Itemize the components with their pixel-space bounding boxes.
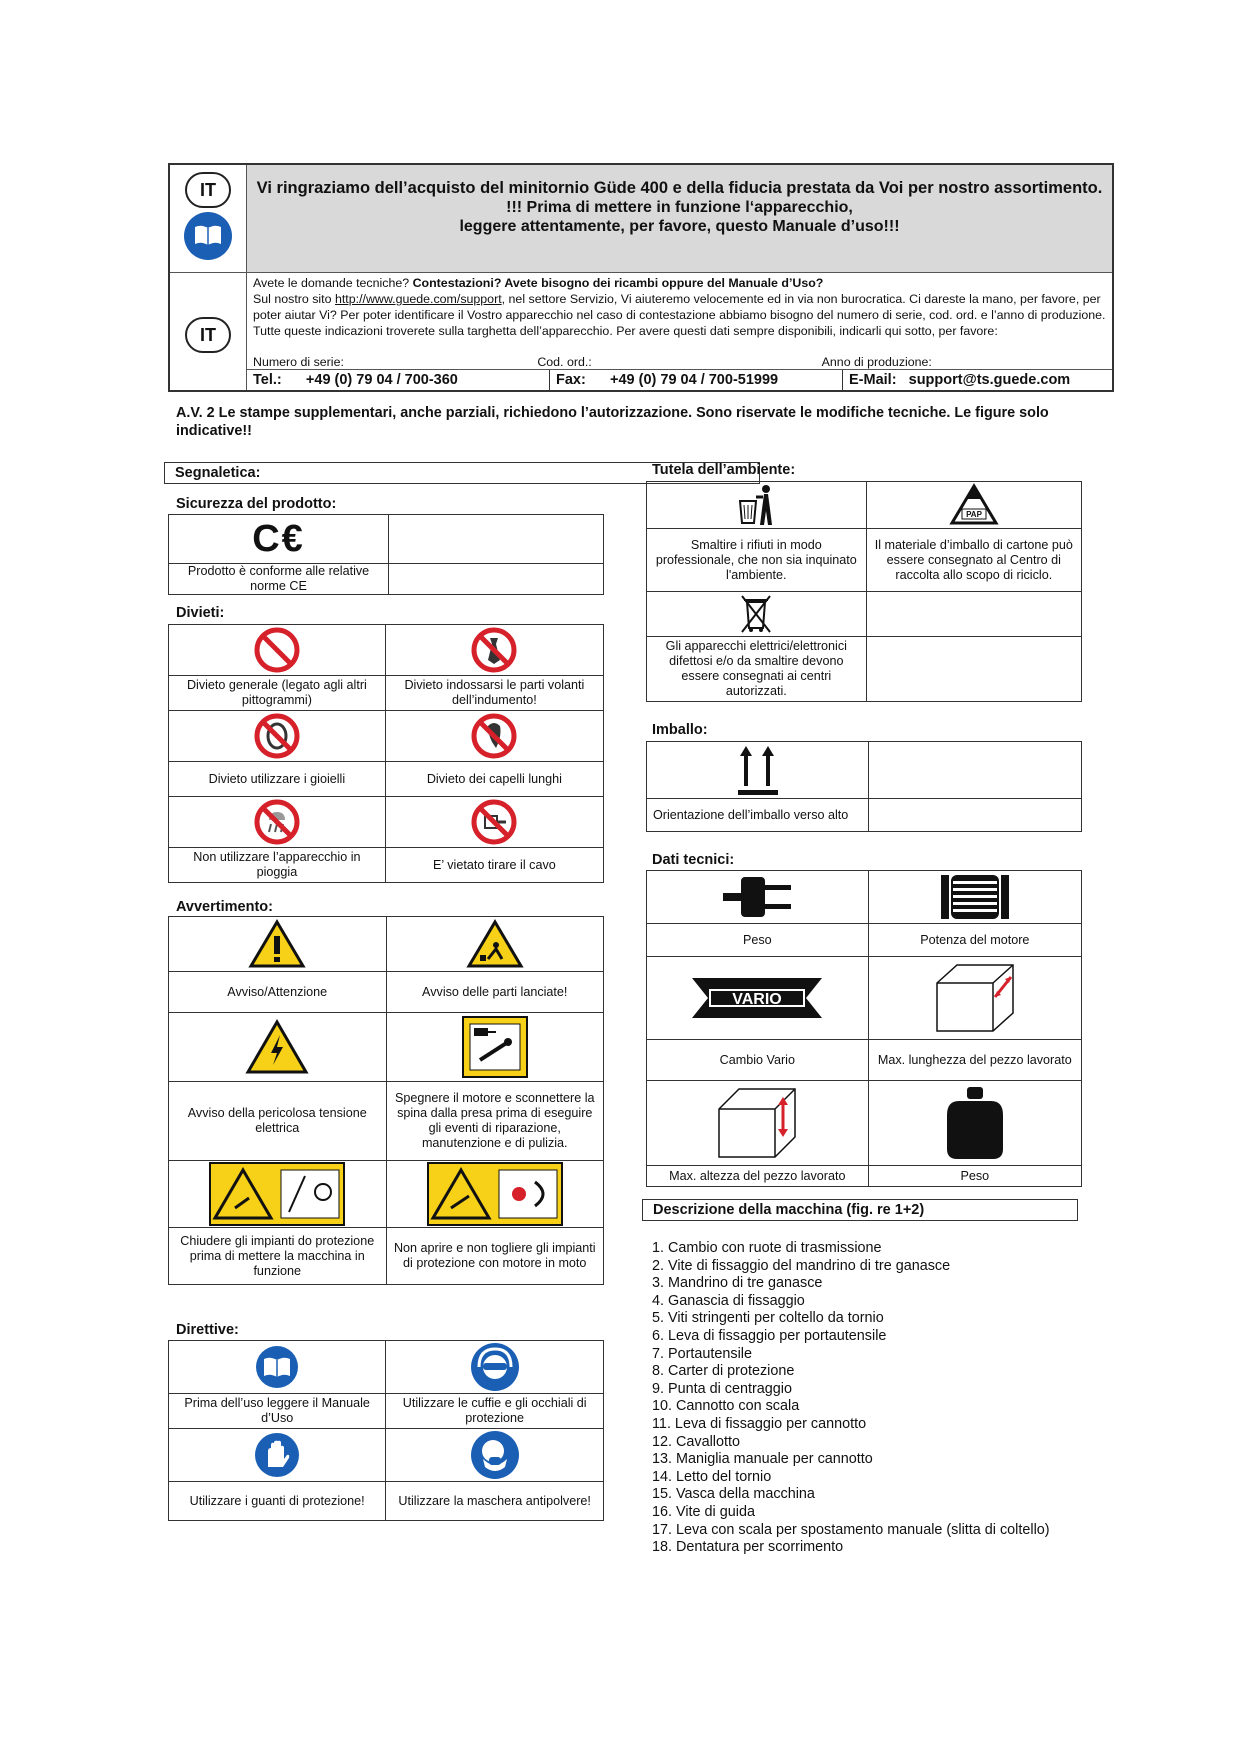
no-loose-clothing-icon: [470, 626, 518, 674]
imballo-title: Imballo:: [652, 722, 708, 738]
divieti-title: Divieti:: [176, 605, 225, 621]
site-prefix: Sul nostro sito: [253, 292, 335, 306]
year-label: Anno di produzione:: [821, 355, 932, 369]
pap-icon-label: PAP: [965, 510, 982, 519]
paper-recycling-icon: [949, 483, 999, 527]
questions-bold: Contestazioni? Avete bisogno dei ricambi oppure del Manuale d’Uso?: [412, 276, 824, 290]
support-info: [247, 273, 1114, 370]
warning-label: Spegnere il motore e sconnettere la spina dalla presa prima di eseguire gli eventi di riparazione, manutenzione e di pulizia.: [386, 1082, 604, 1161]
no-jewelry-icon: [253, 712, 301, 760]
empty-cell: [866, 592, 1081, 637]
no-rain-icon: [253, 798, 301, 846]
electric-voltage-warning-icon: [245, 1019, 309, 1075]
serial-row: [247, 339, 1112, 369]
sicurezza-title: Sicurezza del prodotto:: [176, 496, 337, 512]
mandatory-label: Utilizzare la maschera antipolvere!: [386, 1482, 604, 1521]
list-item: 16. Vite di guida: [652, 1503, 755, 1520]
avvertimento-title: Avvertimento:: [176, 899, 273, 915]
lang-badge-2: IT: [185, 317, 231, 353]
lang-badge: IT: [185, 172, 231, 208]
avvertimento-table: [168, 916, 604, 1285]
max-length-icon: [933, 961, 1017, 1035]
warning-triangle-icon: [248, 919, 306, 969]
segnaletica-heading: Segnaletica:: [164, 462, 760, 484]
tech-label: Peso: [868, 1166, 1081, 1187]
prohibition-label: Divieto generale (legato agli altri pittogrammi): [169, 676, 386, 711]
protective-gloves-icon: [253, 1431, 301, 1479]
package-label: Orientazione dell’imballo verso alto: [647, 799, 869, 832]
direttive-title: Direttive:: [176, 1322, 239, 1338]
welcome-instruction: leggere attentamente, per favore, questo Manuale d’uso!!!: [459, 218, 900, 235]
questions-prefix: Avete le domande tecniche?: [253, 276, 413, 290]
dati-table: [646, 870, 1082, 1187]
tel-value: +49 (0) 79 04 / 700-360: [305, 372, 458, 388]
lang-cell-2: [169, 273, 247, 392]
environment-label: Il materiale d’imballo di cartone può essere consegnato al Centro di raccolta allo scopo di riciclo.: [866, 529, 1081, 592]
tech-label: Potenza del motore: [868, 924, 1081, 957]
unplug-before-maintenance-icon: [462, 1016, 528, 1078]
list-item: 11. Leva di fissaggio per cannotto: [652, 1415, 867, 1432]
contact-row: [169, 370, 1113, 392]
list-item: 3. Mandrino di tre ganasce: [652, 1275, 823, 1292]
fax-label: Fax:: [556, 372, 586, 388]
ce-icon-cell: [169, 515, 389, 564]
support-text: [247, 273, 1112, 339]
tech-label: Cambio Vario: [647, 1040, 869, 1081]
list-item: 4. Ganascia di fissaggio: [652, 1292, 805, 1309]
mandatory-label: Prima dell’uso leggere il Manuale d’Uso: [169, 1394, 386, 1429]
descrizione-heading: Descrizione della macchina (fig. re 1+2): [642, 1199, 1078, 1221]
lang-cell: [169, 164, 247, 273]
mandatory-label: Utilizzare i guanti di protezione!: [169, 1482, 386, 1521]
ambiente-table: [646, 481, 1082, 702]
list-item: 8. Carter di protezione: [652, 1363, 795, 1380]
power-plug-icon: [719, 871, 795, 923]
list-item: 17. Leva con scala per spostamento manuale (slitta di coltello): [652, 1521, 1050, 1538]
list-item: 15. Vasca della macchina: [652, 1486, 815, 1503]
tech-label: Max. altezza del pezzo lavorato: [647, 1166, 869, 1187]
no-long-hair-icon: [470, 712, 518, 760]
fax-cell: [550, 370, 843, 392]
prohibition-label: Divieto utilizzare i gioielli: [169, 762, 386, 797]
weight-icon: [945, 1085, 1005, 1161]
read-manual-icon: [184, 212, 232, 260]
weee-bin-icon: [738, 592, 774, 636]
order-label: Cod. ord.:: [537, 355, 592, 369]
ambiente-title: Tutela dell’ambiente:: [652, 462, 796, 478]
empty-cell: [866, 637, 1081, 702]
environment-label: Smaltire i rifiuti in modo professionale, che non sia inquinato l'ambiente.: [647, 529, 867, 592]
support-link[interactable]: http://www.guede.com/support: [334, 292, 502, 306]
list-item: 18. Dentatura per scorrimento: [652, 1539, 844, 1556]
welcome-banner: [247, 164, 1114, 273]
email-cell: [843, 370, 1114, 392]
prohibition-label: Divieto indossarsi le parti volanti dell’indumento!: [385, 676, 603, 711]
vario-gear-icon: [690, 974, 824, 1022]
warning-label: Avviso/Attenzione: [169, 972, 387, 1013]
ear-eye-protection-icon: [469, 1341, 521, 1393]
list-item: 7. Portautensile: [652, 1345, 752, 1362]
list-item: 9. Punta di centraggio: [652, 1380, 793, 1397]
dust-mask-icon: [469, 1429, 521, 1481]
warning-label: Avviso della pericolosa tensione elettrica: [169, 1082, 387, 1161]
mandatory-label: Utilizzare le cuffie e gli occhiali di protezione: [386, 1394, 604, 1429]
dati-title: Dati tecnici:: [652, 852, 735, 868]
warning-label: Non aprire e non togliere gli impianti di protezione con motore in moto: [386, 1228, 604, 1285]
this-way-up-icon: [738, 744, 778, 796]
close-guards-icon: [209, 1162, 345, 1226]
tel-cell: [247, 370, 550, 392]
sicurezza-table: [168, 514, 604, 595]
environment-label: Gli apparecchi elettrici/elettronici difettosi e/o da smaltire devono essere consegnati ai centri autorizzati.: [647, 637, 867, 702]
fax-value: +49 (0) 79 04 / 700-51999: [610, 372, 779, 388]
list-item: 14. Letto del tornio: [652, 1468, 772, 1485]
list-item: 1. Cambio con ruote di trasmissione: [652, 1240, 882, 1256]
tech-label: Peso: [647, 924, 869, 957]
email-label: E-Mail:: [849, 372, 897, 388]
ce-label: Prodotto è conforme alle relative norme CE: [169, 564, 389, 595]
read-manual-icon: [254, 1344, 300, 1390]
max-height-icon: [715, 1085, 799, 1161]
imballo-table: [646, 741, 1082, 832]
vario-icon-label: VARIO: [732, 991, 783, 1008]
list-item: 12. Cavallotto: [652, 1433, 740, 1450]
warning-label: Avviso delle parti lanciate!: [386, 972, 604, 1013]
copyright-notice: A.V. 2 Le stampe supplementari, anche parziali, richiedono l’autorizzazione. Sono riservate le modifiche tecniche. Le figure solo indicative!!: [176, 405, 1049, 439]
ce-mark-icon: C€: [252, 517, 305, 560]
no-pulling-cable-icon: [470, 798, 518, 846]
dispose-waste-icon: [734, 483, 778, 527]
serial-label: Numero di serie:: [253, 355, 344, 369]
parts-list: [652, 1240, 1072, 1557]
empty-cell: [869, 799, 1082, 832]
empty-cell: [389, 515, 604, 564]
prohibition-label: E’ vietato tirare il cavo: [385, 848, 603, 883]
prohibition-label: Non utilizzare l’apparecchio in pioggia: [169, 848, 386, 883]
welcome-warning: !!! Prima di mettere in funzione l‘apparecchio,: [506, 199, 853, 216]
general-prohibition-icon: [253, 626, 301, 674]
list-item: 13. Maniglia manuale per cannotto: [652, 1451, 873, 1468]
list-item: 6. Leva di fissaggio per portautensile: [652, 1327, 887, 1344]
header-table: [168, 163, 1114, 392]
tech-label: Max. lunghezza del pezzo lavorato: [868, 1040, 1081, 1081]
tel-label: Tel.:: [253, 372, 282, 388]
empty-cell: [389, 564, 604, 595]
direttive-table: [168, 1340, 604, 1521]
list-item: 2. Vite di fissaggio del mandrino di tre ganasce: [652, 1257, 951, 1274]
motor-power-icon: [937, 871, 1013, 923]
support-body: , nel settore Servizio, Vi aiuteremo velocemente ed in via non burocratica. Ci dareste la mano, per favore, per poter aiutar Vi? Per poter identificare il Vostro apparecchio nel caso di contestazione abbiamo bisogno del numero di serie, cod. ord. e l’anno di produzione. Tutte queste indicazioni troverete sulla targhetta dell’apparecchio. Per avere questi dati sempre disponibili, indicarli qui sotto, per favore:: [253, 292, 1106, 338]
empty-cell: [869, 742, 1082, 799]
prohibition-label: Divieto dei capelli lunghi: [385, 762, 603, 797]
divieti-table: [168, 624, 604, 883]
list-item: 10. Cannotto con scala: [652, 1398, 800, 1415]
email-value[interactable]: support@ts.guede.com: [908, 372, 1071, 388]
warning-label: Chiudere gli impianti do protezione prima di mettere la macchina in funzione: [169, 1228, 387, 1285]
welcome-title: Vi ringraziamo dell’acquisto del minitornio Güde 400 e della fiducia prestata da Voi per nostro assortimento.: [256, 179, 1103, 197]
flying-parts-warning-icon: [466, 919, 524, 969]
list-item: 5. Viti stringenti per coltello da tornio: [652, 1310, 884, 1327]
do-not-remove-guards-icon: [427, 1162, 563, 1226]
